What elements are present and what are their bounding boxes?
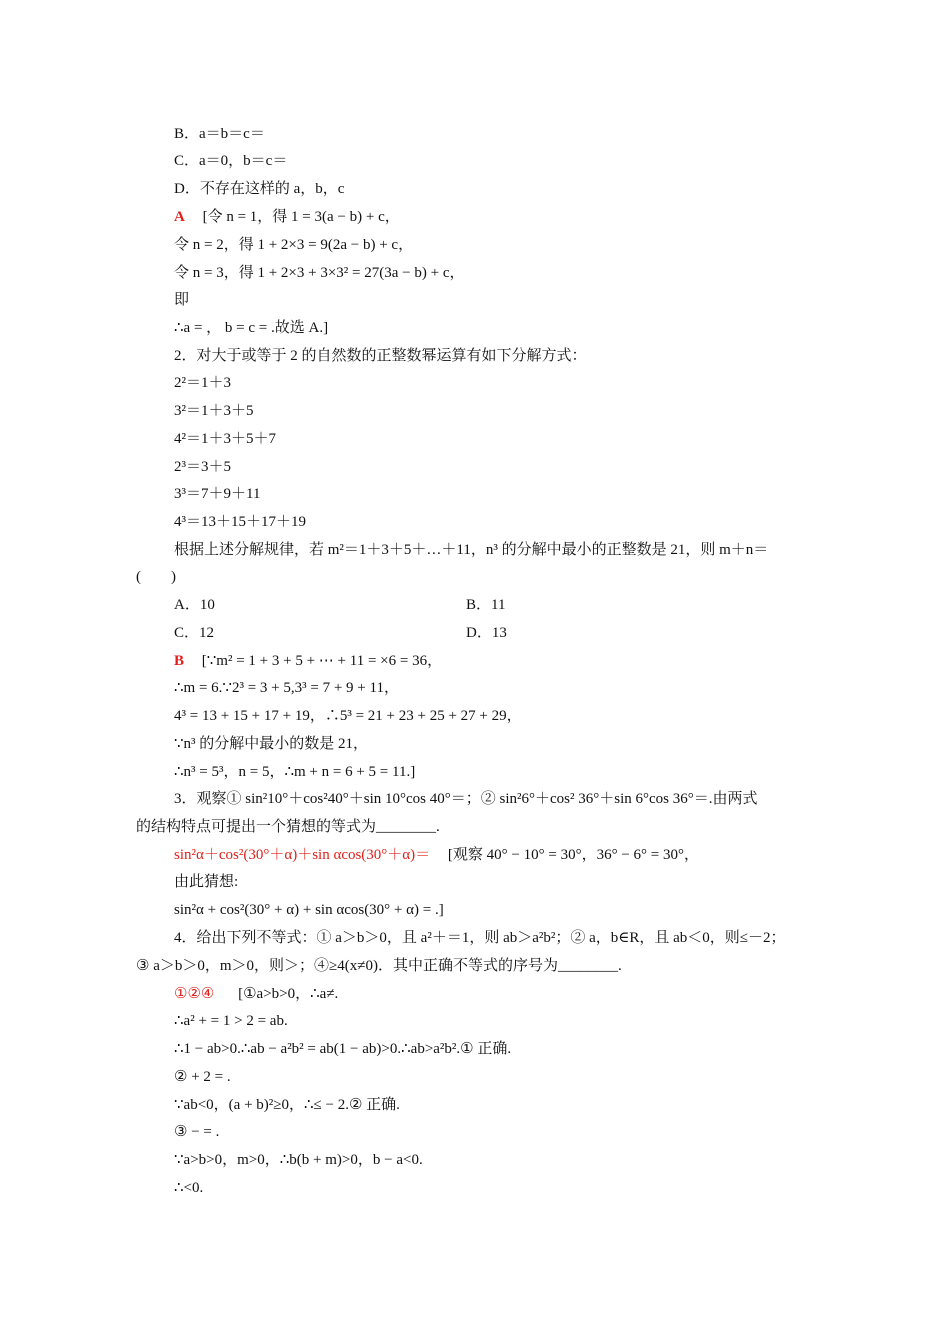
q1-solution-line-1	[174, 207, 400, 227]
q3-solution-line-3: sin²α + cos²(30° + α) + sin αcos(30° + α) = .]	[174, 902, 444, 918]
q3-solution-text: [观察 40° − 10° = 30°，36° − 6° = 30°，	[447, 847, 699, 863]
q2-answer: B	[174, 653, 185, 669]
q2-option-a: A．10	[174, 597, 215, 613]
q1-answer: A	[174, 209, 185, 225]
q2-solution-line-4: ∵n³ 的分解中最小的数是 21，	[174, 736, 369, 752]
q2-solution-line-1	[174, 651, 442, 671]
q2-stem: 2．对大于或等于 2 的自然数的正整数幂运算有如下分解方式：	[174, 348, 587, 364]
q4-line-2: ③ a＞b＞0，m＞0，则＞；④≥4(x≠0)．其中正确不等式的序号为________.	[136, 958, 622, 974]
q2-decomposition-4: 2³＝3＋5	[174, 459, 231, 475]
q2-decomposition-5: 3³＝7＋9＋11	[174, 486, 261, 502]
q2-decomposition-6: 4³＝13＋15＋17＋19	[174, 514, 306, 530]
q3-line-1: 3．观察① sin²10°＋cos²40°＋sin 10°cos 40°＝；② sin²6°＋cos² 36°＋sin 6°cos 36°＝.由两式	[174, 791, 758, 807]
q4-solution-text: [①a>b>0，∴a≠.	[238, 986, 339, 1002]
q4-solution-line-6: ③ − = .	[174, 1124, 220, 1140]
q4-solution-line-2: ∴a² + = 1 > 2 = ab.	[174, 1013, 288, 1029]
q4-solution-line-7: ∵a>b>0，m>0，∴b(b + m)>0，b − a<0.	[174, 1152, 423, 1168]
q1-solution-line-3: 令 n = 3，得 1 + 2×3 + 3×3² = 27(3a − b) + c，	[174, 265, 465, 281]
q1-option-c: C．a＝0，b＝c＝	[174, 153, 288, 169]
q1-solution-line-4: 即	[174, 292, 190, 308]
q1-option-d: D．不存在这样的 a，b，c	[174, 181, 345, 197]
q2-option-c: C．12	[174, 625, 215, 641]
q2-solution-text: [∵m² = 1 + 3 + 5 + ⋯ + 11 = ×6 = 36，	[201, 653, 443, 669]
q2-solution-line-2: ∴m = 6.∵2³ = 3 + 5,3³ = 7 + 9 + 11，	[174, 680, 399, 696]
q2-option-d: D．13	[466, 625, 507, 641]
q1-solution-line-5: ∴a = ， b = c = .故选 A.]	[174, 320, 329, 336]
q2-decomposition-1: 2²＝1＋3	[174, 375, 231, 391]
q2-question-line-1: 根据上述分解规律，若 m²＝1＋3＋5＋…＋11，n³ 的分解中最小的正整数是 21，则 m＋n＝	[174, 542, 769, 558]
q4-solution-line-3: ∴1 − ab>0.∴ab − a²b² = ab(1 − ab)>0.∴ab>a²b².① 正确.	[174, 1041, 512, 1057]
q2-decomposition-2: 3²＝1＋3＋5	[174, 403, 254, 419]
q3-solution-line-2: 由此猜想:	[174, 874, 239, 890]
q2-solution-line-3: 4³ = 13 + 15 + 17 + 19，∴5³ = 21 + 23 + 25 + 27 + 29，	[174, 708, 522, 724]
q4-solution-line-8: ∴<0.	[174, 1180, 204, 1196]
q4-answer: ①②④	[174, 986, 215, 1002]
q2-decomposition-3: 4²＝1＋3＋5＋7	[174, 431, 276, 447]
q1-option-b: B．a＝b＝c＝	[174, 126, 265, 142]
q2-question-line-2: ( )	[136, 569, 176, 585]
q4-solution-line-1	[174, 984, 338, 1004]
q4-solution-line-5: ∵ab<0，(a + b)²≥0，∴≤ − 2.② 正确.	[174, 1097, 400, 1113]
q3-line-2: 的结构特点可提出一个猜想的等式为________.	[136, 819, 440, 835]
q3-solution-line-1	[174, 845, 699, 865]
q2-solution-line-5: ∴n³ = 5³，n = 5，∴m + n = 6 + 5 = 11.]	[174, 764, 416, 780]
q3-answer: sin²α＋cos²(30°＋α)＋sin αcos(30°＋α)＝	[174, 847, 431, 863]
q2-option-b: B．11	[466, 597, 506, 613]
q1-solution-line-2: 令 n = 2，得 1 + 2×3 = 9(2a − b) + c，	[174, 237, 414, 253]
q1-solution-text: [令 n = 1，得 1 = 3(a − b) + c，	[202, 209, 400, 225]
q4-solution-line-4: ② + 2 = .	[174, 1069, 231, 1085]
q4-line-1: 4．给出下列不等式：① a＞b＞0，且 a²＋＝1，则 ab＞a²b²；② a，b∈R，且 ab＜0，则≤－2；	[174, 930, 786, 946]
